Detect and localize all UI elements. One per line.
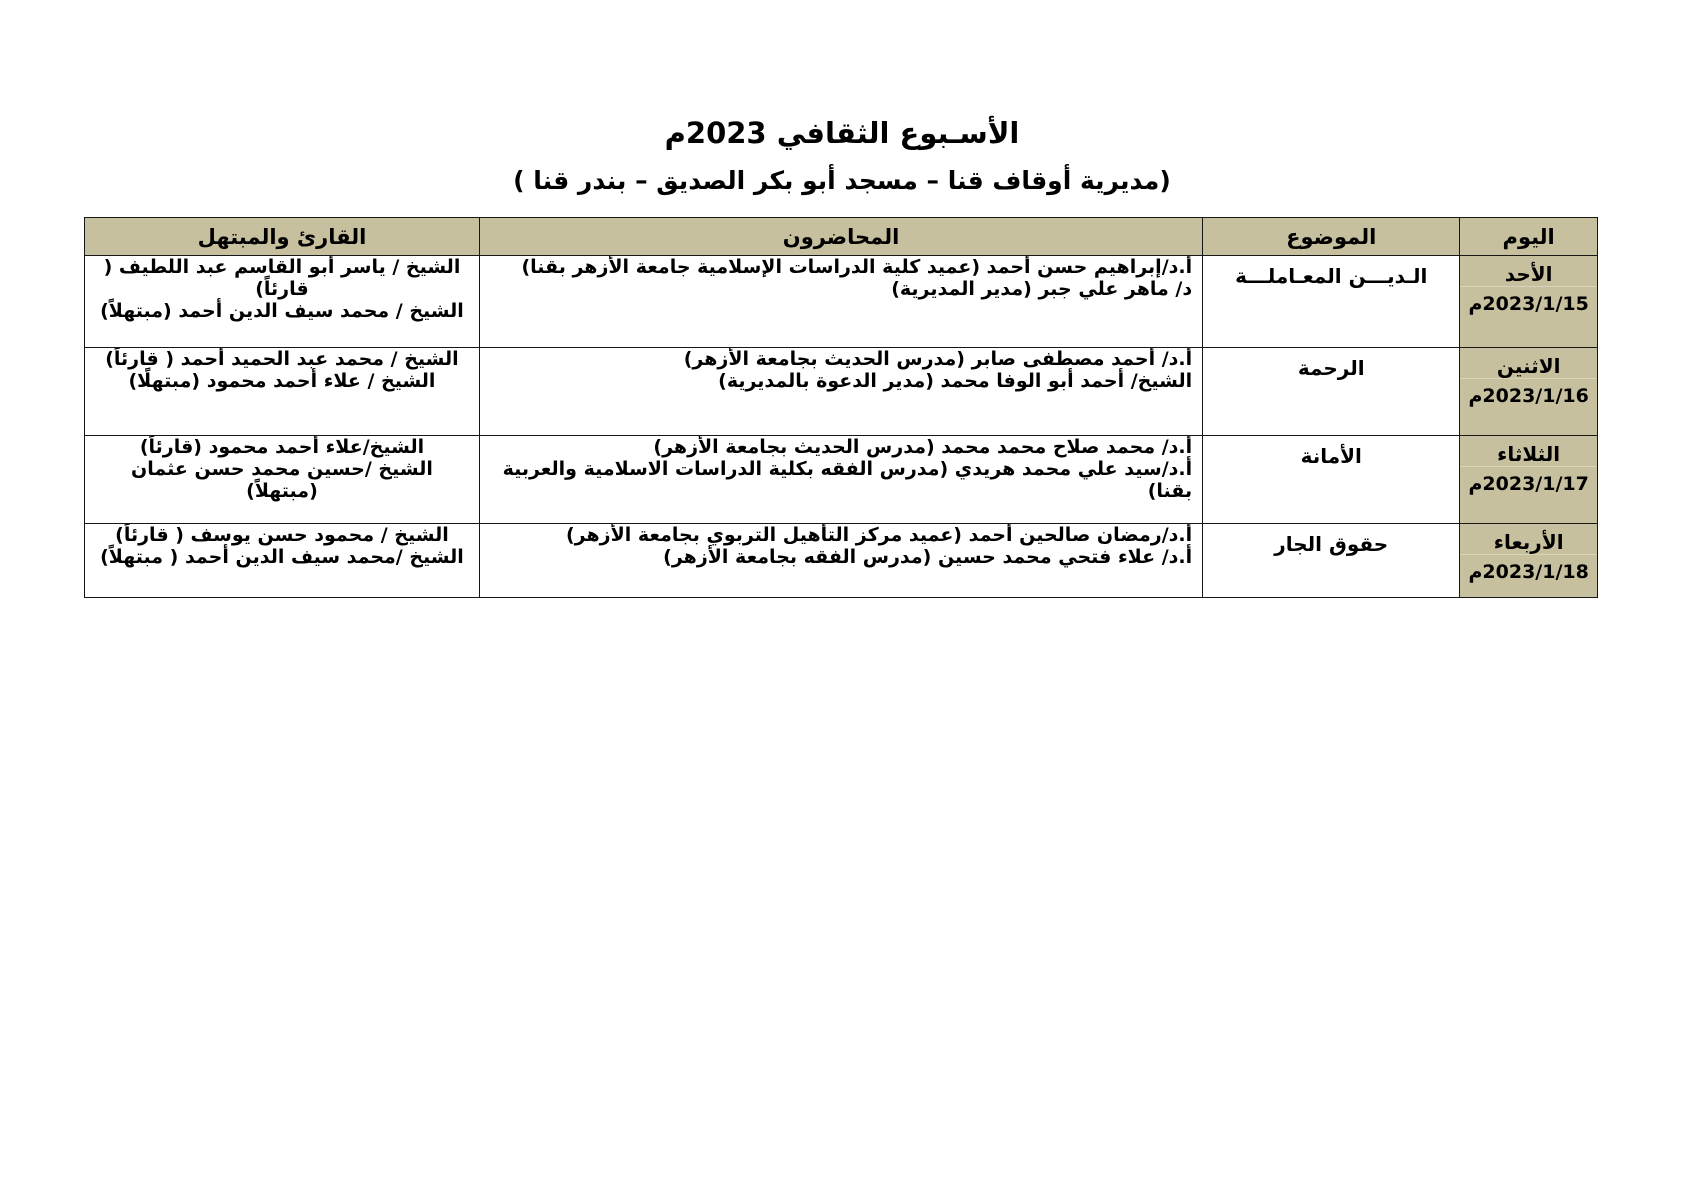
day-name: الاثنين: [1460, 348, 1597, 379]
schedule-table-wrapper: [84, 217, 1598, 598]
lecturers-cell: [479, 436, 1202, 524]
reciter-line: الشيخ /محمد سيف الدين أحمد ( مبتهلاً): [100, 546, 464, 568]
day-cell: [1460, 436, 1598, 524]
topic-cell: الأمانة: [1203, 436, 1460, 524]
header-lecturers: المحاضرون: [479, 218, 1202, 256]
lecturer-line: أ.د/ علاء فتحي محمد حسين (مدرس الفقه بجامعة الأزهر): [663, 546, 1193, 568]
reciter-line: الشيخ / ياسر أبو القاسم عبد اللطيف ( قارئاً): [103, 256, 461, 300]
lecturer-line: أ.د/سيد علي محمد هريدي (مدرس الفقه بكلية الدراسات الاسلامية والعربية بقنا): [502, 458, 1193, 502]
topic-cell: الرحمة: [1203, 348, 1460, 436]
reciter-line: الشيخ / محمد عبد الحميد أحمد ( قارئاً): [105, 348, 459, 370]
reciter-line: الشيخ / علاء أحمد محمود (مبتهلًا): [128, 370, 436, 392]
schedule-table: [84, 217, 1598, 598]
day-cell: [1460, 348, 1598, 436]
day-date: 2023/1/18م: [1468, 561, 1589, 583]
table-row: [85, 256, 1598, 348]
day-cell: [1460, 256, 1598, 348]
table-row: [85, 348, 1598, 436]
page-subtitle: (مديرية أوقاف قنا – مسجد أبو بكر الصديق – بندر قنا ): [513, 166, 1171, 195]
reciter-line: الشيخ/علاء أحمد محمود (قارئاً): [139, 436, 425, 458]
day-name: الأربعاء: [1460, 524, 1597, 555]
header-row: [85, 218, 1598, 256]
reciter-line: الشيخ / محمود حسن يوسف ( قارئاً): [115, 524, 449, 546]
header-day: اليوم: [1460, 218, 1598, 256]
header-reciter: القارئ والمبتهل: [85, 218, 480, 256]
day-cell: [1460, 524, 1598, 598]
lecturer-line: الشيخ/ أحمد أبو الوفا محمد (مدير الدعوة بالمديرية): [718, 370, 1193, 392]
reciter-line: الشيخ /حسين محمد حسن عثمان (مبتهلاً): [131, 458, 433, 502]
page-title: الأسـبوع الثقافي 2023م: [664, 116, 1020, 150]
day-date: 2023/1/16م: [1468, 385, 1589, 407]
header-topic: الموضوع: [1203, 218, 1460, 256]
lecturers-cell: [479, 524, 1202, 598]
lecturers-cell: [479, 348, 1202, 436]
reciter-cell: [85, 256, 480, 348]
reciter-line: الشيخ / محمد سيف الدين أحمد (مبتهلاً): [100, 300, 464, 322]
lecturer-line: أ.د/رمضان صالحين أحمد (عميد مركز التأهيل التربوي بجامعة الأزهر): [565, 524, 1193, 546]
lecturer-line: د/ ماهر علي جبر (مدير المديرية): [891, 278, 1193, 300]
day-date: 2023/1/17م: [1468, 473, 1589, 495]
lecturer-line: أ.د/إبراهيم حسن أحمد (عميد كلية الدراسات الإسلامية جامعة الأزهر بقنا): [521, 256, 1193, 278]
day-name: الثلاثاء: [1460, 436, 1597, 467]
lecturers-cell: [479, 256, 1202, 348]
topic-cell: الـديـــن المعـاملـــة: [1203, 256, 1460, 348]
day-date: 2023/1/15م: [1468, 293, 1589, 315]
day-name: الأحد: [1460, 256, 1597, 287]
reciter-cell: [85, 436, 480, 524]
topic-cell: حقوق الجار: [1203, 524, 1460, 598]
lecturer-line: أ.د/ أحمد مصطفى صابر (مدرس الحديث بجامعة الأزهر): [683, 348, 1193, 370]
table-row: [85, 436, 1598, 524]
table-row: [85, 524, 1598, 598]
reciter-cell: [85, 524, 480, 598]
reciter-cell: [85, 348, 480, 436]
lecturer-line: أ.د/ محمد صلاح محمد محمد (مدرس الحديث بجامعة الأزهر): [653, 436, 1193, 458]
